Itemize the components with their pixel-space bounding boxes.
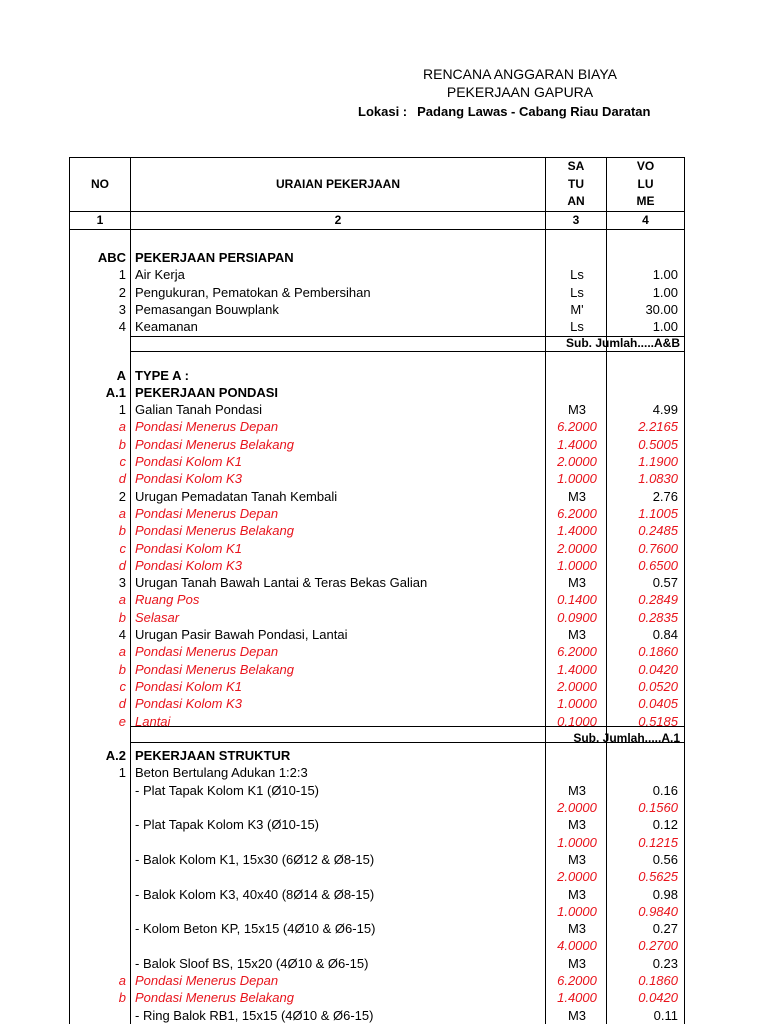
- row-unit: M3: [567, 817, 587, 833]
- row-number: d: [118, 557, 126, 573]
- row-unit: Ls: [570, 319, 584, 335]
- col-number-1: 1: [96, 213, 104, 227]
- row-unit: [548, 764, 606, 781]
- row-description: PEKERJAAN STRUKTUR: [135, 748, 291, 764]
- row-volume: 30.00: [645, 301, 678, 317]
- document-subtitle: PEKERJAAN GAPURA: [446, 84, 594, 100]
- row-unit: 0.0900: [557, 609, 597, 625]
- row-unit: 1.4000: [557, 523, 597, 539]
- row-volume: 0.11: [653, 1007, 678, 1023]
- row-unit: 2.0000: [557, 800, 597, 816]
- row-unit: M3: [567, 921, 587, 937]
- row-unit: M3: [567, 886, 587, 902]
- row-volume: 0.27: [652, 921, 678, 937]
- row-number: [70, 1007, 126, 1024]
- row-volume: 4.99: [652, 402, 678, 418]
- row-unit: M3: [567, 1007, 587, 1023]
- row-unit: 1.0000: [557, 557, 597, 573]
- row-description: Pondasi Menerus Depan: [135, 973, 279, 989]
- row-number: b: [118, 436, 126, 452]
- row-volume: 0.56: [652, 851, 678, 867]
- row-description: TYPE A :: [135, 367, 189, 383]
- row-number: 2: [118, 488, 126, 504]
- row-description: Pondasi Menerus Belakang: [135, 990, 294, 1006]
- row-description: Pondasi Kolom K1: [135, 454, 242, 470]
- row-description: Pondasi Menerus Belakang: [135, 661, 294, 677]
- row-number: b: [118, 661, 126, 677]
- row-number: 4: [118, 319, 126, 335]
- col-header-satuan-1: SA: [567, 159, 585, 173]
- row-number: 4: [118, 627, 126, 643]
- row-number: a: [118, 419, 126, 435]
- table-border-right: [684, 157, 685, 1024]
- row-volume: 0.57: [652, 575, 678, 591]
- location-label: Lokasi :: [358, 104, 408, 119]
- row-description: PEKERJAAN PONDASI: [135, 384, 279, 400]
- row-unit: 1.4000: [557, 990, 597, 1006]
- row-volume: 0.2835: [638, 609, 678, 625]
- row-number: A: [116, 367, 126, 383]
- row-description: Keamanan: [135, 319, 198, 335]
- row-number: c: [119, 454, 126, 470]
- row-description: - Balok Sloof BS, 15x20 (4Ø10 & Ø6-15): [135, 955, 369, 971]
- row-number: 3: [118, 301, 126, 317]
- row-number: A.1: [105, 384, 126, 400]
- row-description: Ruang Pos: [135, 592, 200, 608]
- row-volume: 0.23: [652, 955, 678, 971]
- row-volume: 0.2700: [638, 938, 678, 954]
- row-number: [70, 799, 126, 816]
- row-volume: 0.1215: [638, 834, 678, 850]
- row-description: - Plat Tapak Kolom K1 (Ø10-15): [135, 782, 320, 798]
- row-description: Urugan Pasir Bawah Pondasi, Lantai: [135, 627, 348, 643]
- row-number: [70, 920, 126, 937]
- col-header-volume-1: VO: [636, 159, 655, 173]
- row-volume: 0.0520: [638, 678, 678, 694]
- row-volume: 0.16: [652, 782, 678, 798]
- row-number: b: [118, 609, 126, 625]
- row-description: Pondasi Kolom K1: [135, 540, 242, 556]
- row-number: c: [119, 540, 126, 556]
- row-unit: 6.2000: [557, 644, 597, 660]
- row-description: Beton Bertulang Adukan 1:2:3: [135, 765, 308, 781]
- location-value: Padang Lawas - Cabang Riau Daratan: [417, 104, 651, 119]
- row-number: a: [118, 505, 126, 521]
- col-header-uraian: URAIAN PEKERJAAN: [275, 177, 400, 191]
- col-header-volume-3: ME: [636, 194, 655, 208]
- col-number-4: 4: [642, 213, 649, 227]
- row-volume: 0.0420: [638, 990, 678, 1006]
- row-unit: Ls: [570, 267, 584, 283]
- row-unit: M3: [567, 575, 587, 591]
- row-number: b: [118, 990, 126, 1006]
- grid-line-1: [69, 211, 685, 212]
- grid-line-2: [69, 229, 685, 230]
- row-number: A.2: [105, 748, 126, 764]
- row-volume: 0.98: [652, 886, 678, 902]
- row-unit: [548, 367, 606, 384]
- col-divider-uraian: [545, 157, 546, 1024]
- col-divider-no: [130, 157, 131, 1024]
- row-volume: 0.2849: [638, 592, 678, 608]
- row-description: Pondasi Menerus Depan: [135, 419, 279, 435]
- row-description: [135, 834, 545, 851]
- row-number: a: [118, 973, 126, 989]
- grid-line-0: [69, 157, 685, 158]
- row-unit: 2.0000: [557, 540, 597, 556]
- row-unit: M3: [567, 851, 587, 867]
- row-volume: [608, 764, 678, 781]
- row-number: e: [118, 713, 126, 729]
- row-number: 1: [118, 402, 126, 418]
- row-volume: 0.5005: [638, 436, 678, 452]
- row-number: [70, 937, 126, 954]
- row-description: Urugan Tanah Bawah Lantai & Teras Bekas Galian: [135, 575, 428, 591]
- row-unit: M3: [567, 488, 587, 504]
- row-number: [70, 955, 126, 972]
- row-description: Air Kerja: [135, 267, 185, 283]
- row-unit: 1.4000: [557, 661, 597, 677]
- row-number: d: [118, 696, 126, 712]
- row-number: [70, 834, 126, 851]
- row-unit: M3: [567, 402, 587, 418]
- row-unit: 2.0000: [557, 869, 597, 885]
- row-volume: 2.2165: [638, 419, 678, 435]
- row-description: Pemasangan Bouwplank: [135, 301, 279, 317]
- row-unit: [548, 747, 606, 764]
- row-volume: 0.0405: [638, 696, 678, 712]
- row-description: - Balok Kolom K3, 40x40 (8Ø14 & Ø8-15): [135, 886, 375, 902]
- subtotal-label: Sub. Jumlah.....A&B: [565, 336, 680, 351]
- row-number: c: [119, 678, 126, 694]
- row-unit: [548, 384, 606, 401]
- row-number: 2: [118, 284, 126, 300]
- row-volume: 0.1860: [638, 973, 678, 989]
- row-number: [70, 903, 126, 920]
- row-number: a: [118, 644, 126, 660]
- row-number: [70, 868, 126, 885]
- row-unit: [548, 249, 606, 266]
- row-volume: 2.76: [652, 488, 678, 504]
- row-unit: M3: [567, 627, 587, 643]
- row-volume: 0.0420: [638, 661, 678, 677]
- row-unit: M': [570, 301, 584, 317]
- row-unit: M3: [567, 782, 587, 798]
- row-volume: [608, 367, 678, 384]
- row-number: 1: [118, 765, 126, 781]
- row-unit: 1.0000: [557, 903, 597, 919]
- row-description: - Balok Kolom K1, 15x30 (6Ø12 & Ø8-15): [135, 851, 375, 867]
- row-description: Pondasi Menerus Belakang: [135, 436, 294, 452]
- row-volume: 0.9840: [638, 903, 678, 919]
- row-volume: 0.5185: [638, 713, 678, 729]
- row-unit: Ls: [570, 284, 584, 300]
- row-number: [70, 782, 126, 799]
- row-volume: 0.84: [652, 627, 678, 643]
- col-divider-satuan: [606, 157, 607, 1024]
- row-unit: 6.2000: [557, 505, 597, 521]
- col-header-satuan-2: TU: [568, 177, 584, 191]
- row-number: a: [118, 592, 126, 608]
- col-header-no: NO: [91, 177, 109, 191]
- row-number: ABC: [97, 249, 126, 265]
- row-description: [135, 799, 545, 816]
- row-volume: 0.1560: [638, 800, 678, 816]
- row-unit: 2.0000: [557, 678, 597, 694]
- row-description: Pondasi Menerus Belakang: [135, 523, 294, 539]
- col-number-2: 2: [334, 213, 342, 227]
- row-number: d: [118, 471, 126, 487]
- row-unit: 0.1000: [557, 713, 597, 729]
- row-description: Lantai: [135, 713, 171, 729]
- row-number: [70, 816, 126, 833]
- row-volume: 1.1900: [638, 454, 678, 470]
- row-description: Pondasi Menerus Depan: [135, 505, 279, 521]
- row-volume: 0.12: [652, 817, 678, 833]
- row-volume: [608, 384, 678, 401]
- document-title: RENCANA ANGGARAN BIAYA: [423, 66, 617, 82]
- row-volume: 1.00: [652, 284, 678, 300]
- row-volume: 1.00: [652, 319, 678, 335]
- row-volume: [608, 747, 678, 764]
- row-description: Pondasi Menerus Depan: [135, 644, 279, 660]
- row-number: b: [118, 523, 126, 539]
- row-number: 3: [118, 575, 126, 591]
- row-description: Pondasi Kolom K3: [135, 696, 242, 712]
- row-unit: 1.0000: [557, 471, 597, 487]
- row-description: Selasar: [135, 609, 180, 625]
- row-unit: 4.0000: [557, 938, 597, 954]
- row-description: PEKERJAAN PERSIAPAN: [135, 249, 294, 265]
- row-description: Pondasi Kolom K1: [135, 678, 242, 694]
- row-description: - Kolom Beton KP, 15x15 (4Ø10 & Ø6-15): [135, 921, 376, 937]
- row-unit: 6.2000: [557, 973, 597, 989]
- row-volume: 0.6500: [638, 557, 678, 573]
- row-description: - Ring Balok RB1, 15x15 (4Ø10 & Ø6-15): [135, 1007, 374, 1023]
- row-number: [70, 851, 126, 868]
- row-unit: M3: [567, 955, 587, 971]
- row-volume: 0.7600: [638, 540, 678, 556]
- row-volume: 1.0830: [638, 471, 678, 487]
- row-volume: [608, 249, 678, 266]
- row-unit: 1.0000: [557, 834, 597, 850]
- subtotal-label: Sub. Jumlah.....A.1: [573, 730, 680, 745]
- row-description: Pondasi Kolom K3: [135, 557, 242, 573]
- col-header-satuan-3: AN: [567, 194, 585, 208]
- row-unit: 1.4000: [557, 436, 597, 452]
- row-description: Pondasi Kolom K3: [135, 471, 242, 487]
- col-header-volume-2: LU: [637, 177, 654, 191]
- row-description: Pengukuran, Pematokan & Pembersihan: [135, 284, 371, 300]
- row-unit: 1.0000: [557, 696, 597, 712]
- row-number: [70, 886, 126, 903]
- row-volume: 0.2485: [638, 523, 678, 539]
- row-description: [135, 937, 545, 954]
- row-volume: 0.1860: [638, 644, 678, 660]
- row-volume: 1.1005: [638, 505, 678, 521]
- row-description: [135, 868, 545, 885]
- row-unit: 6.2000: [557, 419, 597, 435]
- row-description: Galian Tanah Pondasi: [135, 402, 262, 418]
- row-number: 1: [118, 267, 126, 283]
- col-number-3: 3: [572, 213, 580, 227]
- row-description: Urugan Pemadatan Tanah Kembali: [135, 488, 338, 504]
- row-description: [135, 903, 545, 920]
- row-volume: 1.00: [652, 267, 678, 283]
- row-description: - Plat Tapak Kolom K3 (Ø10-15): [135, 817, 320, 833]
- row-unit: 2.0000: [557, 454, 597, 470]
- row-unit: 0.1400: [557, 592, 597, 608]
- row-volume: 0.5625: [638, 869, 678, 885]
